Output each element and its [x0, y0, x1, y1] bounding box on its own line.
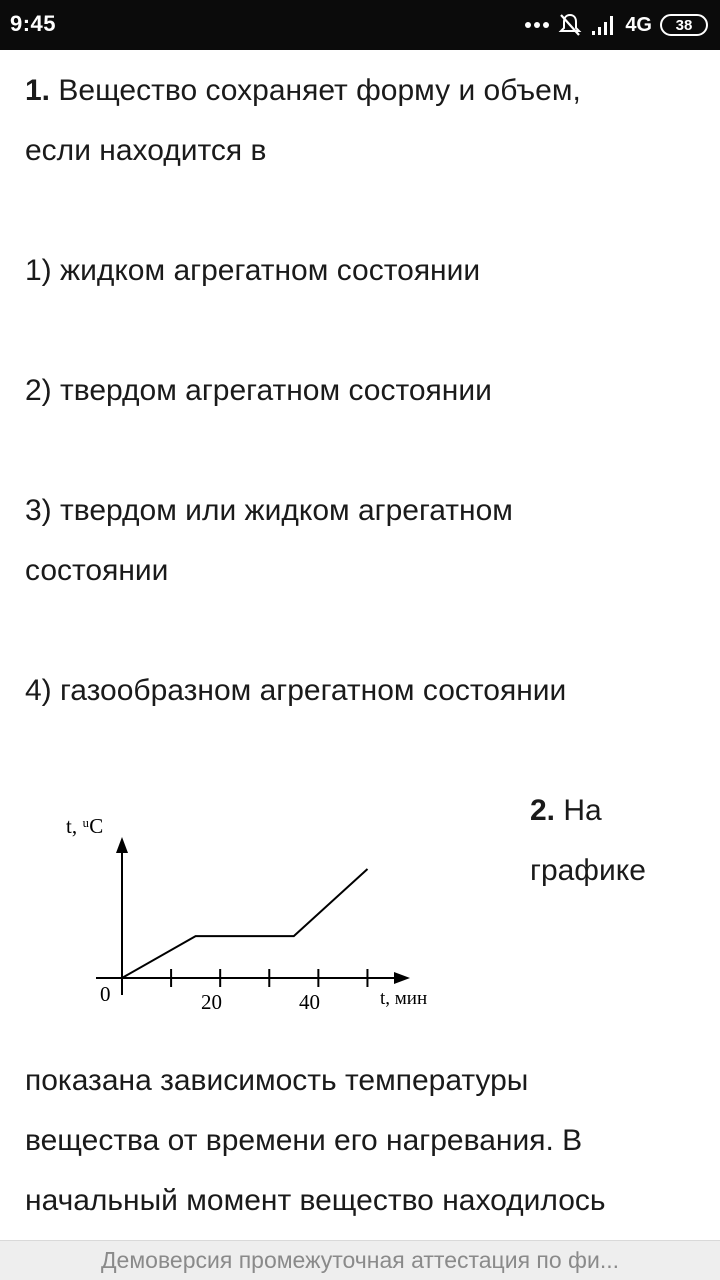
question1-line1 — [25, 71, 581, 111]
status-bar — [0, 0, 720, 50]
more-dots-icon — [525, 21, 549, 29]
question1-option-1: 1) жидком агрегатном состоянии — [25, 254, 481, 287]
x-tick-label-1: 20 — [201, 990, 222, 1014]
question1-option-3: 3) твердом или жидком агрегатном — [25, 494, 513, 527]
status-icons — [525, 10, 708, 40]
question2-line1 — [530, 791, 602, 831]
question2-line3: показана зависимость температуры — [25, 1064, 529, 1097]
temperature-time-graph — [62, 805, 462, 1020]
question1-option-3-cont: состоянии — [25, 554, 169, 587]
signal-icon — [591, 14, 617, 36]
question1-option-2: 2) твердом агрегатном состоянии — [25, 374, 492, 407]
question2-line5: начальный момент вещество находилось — [25, 1184, 606, 1217]
question2-line2: графике — [530, 854, 646, 887]
question2-line4: вещества от времени его нагревания. В — [25, 1124, 583, 1157]
network-type: 4G — [625, 14, 652, 36]
mute-icon — [557, 12, 583, 38]
origin-label: 0 — [100, 982, 111, 1006]
bottom-bar[interactable] — [0, 1240, 720, 1280]
x-axis-arrow — [394, 972, 410, 984]
question2-text-part1: На — [563, 794, 602, 827]
question1-line2: если находится в — [25, 134, 267, 167]
status-time: 9:45 — [10, 11, 57, 36]
question1-number: 1. — [25, 74, 51, 107]
question1-option-4: 4) газообразном агрегатном состоянии — [25, 674, 567, 707]
battery-icon: 38 — [660, 14, 708, 36]
document-title[interactable]: Демоверсия промежуточная аттестация по фи... — [100, 1247, 620, 1273]
y-axis-arrow — [116, 837, 128, 853]
data-line — [122, 869, 368, 978]
x-axis-label: t, мин — [380, 988, 428, 1009]
x-tick-label-2: 40 — [299, 990, 320, 1014]
y-axis-label: t, ᵘC — [66, 814, 104, 838]
question1-text: Вещество сохраняет форму и объем, — [58, 74, 581, 107]
question2-number: 2. — [530, 794, 556, 827]
